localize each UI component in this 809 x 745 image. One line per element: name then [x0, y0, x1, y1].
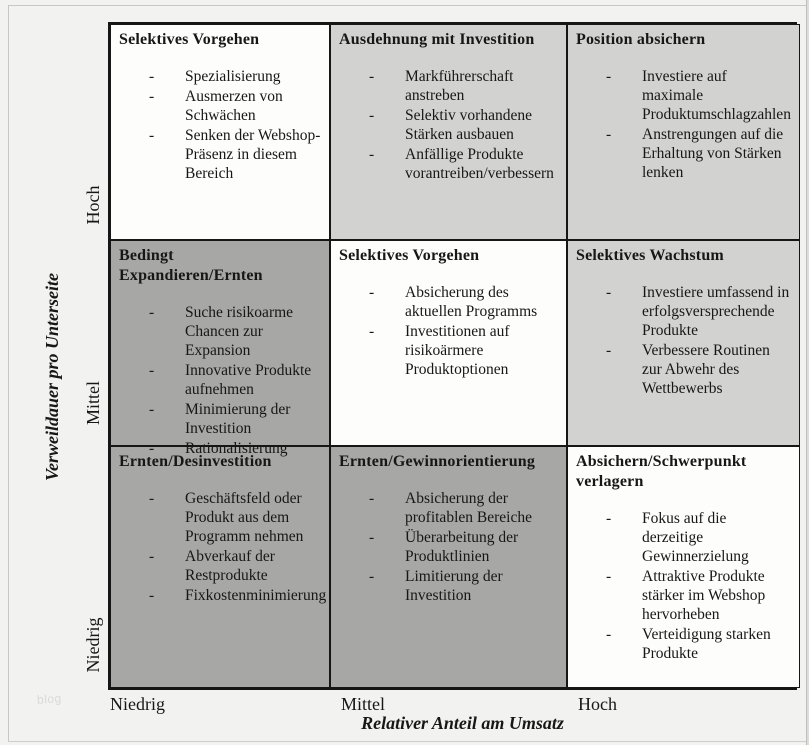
y-axis-label-mittel: Mittel	[83, 381, 103, 425]
cell-item: - Abverkauf der Restprodukte	[119, 547, 321, 585]
cell-item: - Rationalisierung	[119, 439, 321, 458]
cell-item: - Geschäftsfeld oder Produkt aus dem Programm nehmen	[119, 489, 321, 546]
cell-title: Bedingt Expandieren/Ernten	[119, 247, 263, 284]
x-axis-label-hoch: Hoch	[578, 694, 617, 714]
cell-title: Selektives Vorgehen	[119, 31, 260, 48]
cell-bullet-list	[339, 283, 558, 379]
cell-bullet-list	[119, 489, 327, 605]
cell-item: - Verbessere Routinen zur Abwehr des Wettbewerbs	[576, 341, 791, 398]
cell-item: - Innovative Produkte aufnehmen	[119, 361, 321, 399]
portfolio-matrix	[108, 22, 797, 690]
cell-item: - Investitionen auf risikoärmere Produktoptionen	[339, 322, 558, 379]
cell-item: - Senken der Webshop-Präsenz in diesem Bereich	[119, 126, 321, 183]
page-frame-bottom	[8, 741, 806, 742]
cell-title: Ernten/Desinvestition	[119, 453, 272, 470]
y-axis-label-niedrig: Niedrig	[83, 617, 103, 673]
x-axis-label-mittel: Mittel	[341, 694, 385, 714]
cell-item: - Suche risikoarme Chancen zur Expansion	[119, 303, 321, 360]
page-frame-right	[806, 0, 807, 745]
matrix-cell-niedrig-niedrig	[110, 446, 330, 688]
cell-item: - Fixkostenminimierung	[119, 586, 321, 605]
cell-item: - Attraktive Produkte stärker im Webshop hervorheben	[576, 567, 791, 624]
cell-bullet-list	[339, 67, 558, 183]
watermark-text: blog	[36, 691, 63, 707]
matrix-cell-mittel-hoch	[567, 240, 800, 446]
cell-bullet-list	[339, 489, 558, 605]
cell-title: Selektives Vorgehen	[339, 247, 480, 264]
cell-item: - Verteidigung starken Produkte	[576, 625, 791, 663]
matrix-cell-hoch-mittel	[330, 24, 567, 240]
cell-bullet-list	[119, 67, 321, 183]
cell-item: - Minimierung der Investition	[119, 400, 321, 438]
page-frame-left	[8, 5, 9, 741]
y-axis-title: Verweildauer pro Unterseite	[42, 273, 62, 482]
cell-item: - Investiere auf maximale Produktumschlagzahlen	[576, 67, 791, 124]
matrix-cell-niedrig-mittel	[330, 446, 567, 688]
cell-item: - Ausmerzen von Schwächen	[119, 87, 321, 125]
matrix-cell-mittel-niedrig	[110, 240, 330, 457]
matrix-cell-hoch-hoch	[567, 24, 800, 240]
cell-title: Selektives Wachstum	[576, 247, 724, 264]
cell-item: - Markführerschaft anstreben	[339, 67, 558, 105]
cell-item: - Absicherung der profitablen Bereiche	[339, 489, 558, 527]
cell-item: - Anfällige Produkte vorantreiben/verbessern	[339, 145, 558, 183]
cell-bullet-list	[576, 283, 791, 398]
cell-item: - Spezialisierung	[119, 67, 321, 86]
cell-bullet-list	[576, 509, 791, 663]
page-frame-top	[8, 5, 806, 6]
cell-item: - Anstrengungen auf die Erhaltung von Stärken lenken	[576, 125, 791, 182]
matrix-cell-mittel-mittel	[330, 240, 567, 446]
matrix-cell-niedrig-hoch	[567, 446, 800, 688]
cell-item: - Investiere umfassend in erfolgsversprechende Produkte	[576, 283, 791, 340]
cell-item: - Limitierung der Investition	[339, 567, 558, 605]
cell-title: Position absichern	[576, 31, 706, 48]
cell-item: - Fokus auf die derzeitige Gewinnerzielung	[576, 509, 791, 566]
cell-item: - Selektiv vorhandene Stärken ausbauen	[339, 106, 558, 144]
y-axis-label-hoch: Hoch	[83, 185, 103, 225]
cell-title: Ernten/Gewinnorientierung	[339, 453, 536, 470]
cell-bullet-list	[576, 67, 791, 182]
cell-title: Absichern/Schwerpunkt verlagern	[576, 453, 747, 490]
cell-item: - Absicherung des aktuellen Programms	[339, 283, 558, 321]
matrix-cell-hoch-niedrig	[110, 24, 330, 240]
cell-bullet-list	[119, 303, 321, 458]
cell-item: - Überarbeitung der Produktlinien	[339, 528, 558, 566]
x-axis-title: Relativer Anteil am Umsatz	[361, 713, 564, 733]
x-axis-label-niedrig: Niedrig	[110, 694, 165, 714]
cell-title: Ausdehnung mit Investition	[339, 31, 535, 48]
